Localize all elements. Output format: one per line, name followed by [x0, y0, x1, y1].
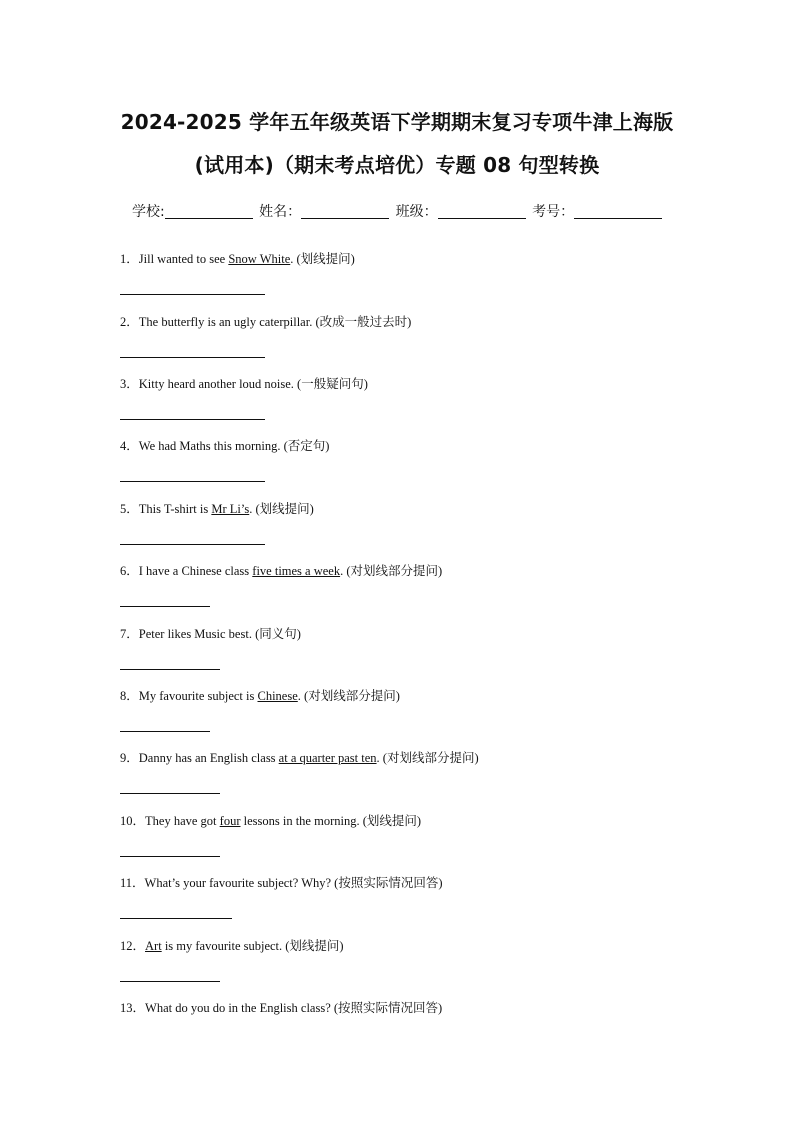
exam-number-field[interactable] [574, 204, 662, 219]
question-1 [120, 249, 355, 267]
question-6 [120, 561, 442, 579]
school-field[interactable] [165, 204, 253, 219]
question-7 [120, 624, 301, 642]
question-13 [120, 998, 442, 1016]
question-number: 1． [120, 252, 139, 266]
question-text: Danny has an English class [138, 751, 279, 765]
question-number: 13． [120, 1001, 146, 1015]
question-12 [120, 936, 344, 954]
school-label: 学校: [132, 204, 165, 220]
question-text: The butterfly is an ugly caterpillar. (改成一般过去时) [138, 315, 412, 329]
question-11 [120, 873, 443, 891]
question-5 [120, 499, 314, 517]
question-number: 11． [120, 876, 145, 890]
question-9 [120, 748, 479, 766]
page-subtitle: (试用本)（期末考点培优）专题 08 句型转换 [194, 153, 600, 177]
answer-line[interactable] [120, 669, 220, 670]
name-label: 姓名： [259, 204, 302, 220]
question-text: I have a Chinese class [138, 564, 253, 578]
question-text: What’s your favourite subject? Why? (按照实际情况回答) [144, 876, 443, 890]
question-text: They have got [145, 814, 220, 828]
class-label: 班级： [395, 204, 438, 220]
question-2 [120, 312, 411, 330]
question-text-end: . (划线提问) [290, 252, 355, 266]
page-title: 2024-2025 学年五年级英语下学期期末复习专项牛津上海版 [120, 110, 674, 134]
question-number: 2． [120, 315, 139, 329]
underlined-part: four [219, 814, 241, 828]
question-text-end: . (对划线部分提问) [376, 751, 479, 765]
question-10 [120, 811, 421, 829]
question-text: My favourite subject is [138, 689, 258, 703]
underlined-part: Art [145, 939, 162, 953]
question-number: 3． [120, 377, 139, 391]
question-text: This T-shirt is [138, 502, 212, 516]
student-info-row [132, 201, 664, 221]
underlined-part: Snow White [228, 252, 291, 266]
question-number: 6． [120, 564, 139, 578]
underlined-part: Mr Li’s [211, 502, 250, 516]
question-number: 10． [120, 814, 146, 828]
underlined-part: Chinese [257, 689, 298, 703]
question-text: Peter likes Music best. (同义句) [138, 627, 301, 641]
question-text: What do you do in the English class? (按照实际情况回答) [145, 1001, 443, 1015]
name-field[interactable] [301, 204, 389, 219]
answer-line[interactable] [120, 357, 265, 358]
answer-line[interactable] [120, 606, 210, 607]
answer-line[interactable] [120, 793, 220, 794]
answer-line[interactable] [120, 481, 265, 482]
question-8 [120, 686, 400, 704]
question-text-end: . (对划线部分提问) [297, 689, 400, 703]
question-text-end: . (划线提问) [249, 502, 314, 516]
question-text-end: is my favourite subject. (划线提问) [161, 939, 344, 953]
question-number: 9． [120, 751, 139, 765]
answer-line[interactable] [120, 544, 265, 545]
answer-line[interactable] [120, 981, 220, 982]
answer-line[interactable] [120, 731, 210, 732]
question-3 [120, 374, 368, 392]
question-text-end: lessons in the morning. (划线提问) [240, 814, 422, 828]
question-number: 5． [120, 502, 139, 516]
question-number: 12． [120, 939, 146, 953]
question-text: We had Maths this morning. (否定句) [138, 439, 330, 453]
answer-line[interactable] [120, 419, 265, 420]
underlined-part: five times a week [252, 564, 341, 578]
answer-line[interactable] [120, 856, 220, 857]
question-text-end: . (对划线部分提问) [340, 564, 443, 578]
question-text: Jill wanted to see [138, 252, 229, 266]
question-number: 8． [120, 689, 139, 703]
question-number: 7． [120, 627, 139, 641]
exam-number-label: 考号： [532, 204, 575, 220]
answer-line[interactable] [120, 918, 232, 919]
question-number: 4． [120, 439, 139, 453]
underlined-part: at a quarter past ten [278, 751, 377, 765]
question-4 [120, 436, 329, 454]
answer-line[interactable] [120, 294, 265, 295]
question-text: Kitty heard another loud noise. (一般疑问句) [138, 377, 368, 391]
class-field[interactable] [438, 204, 526, 219]
